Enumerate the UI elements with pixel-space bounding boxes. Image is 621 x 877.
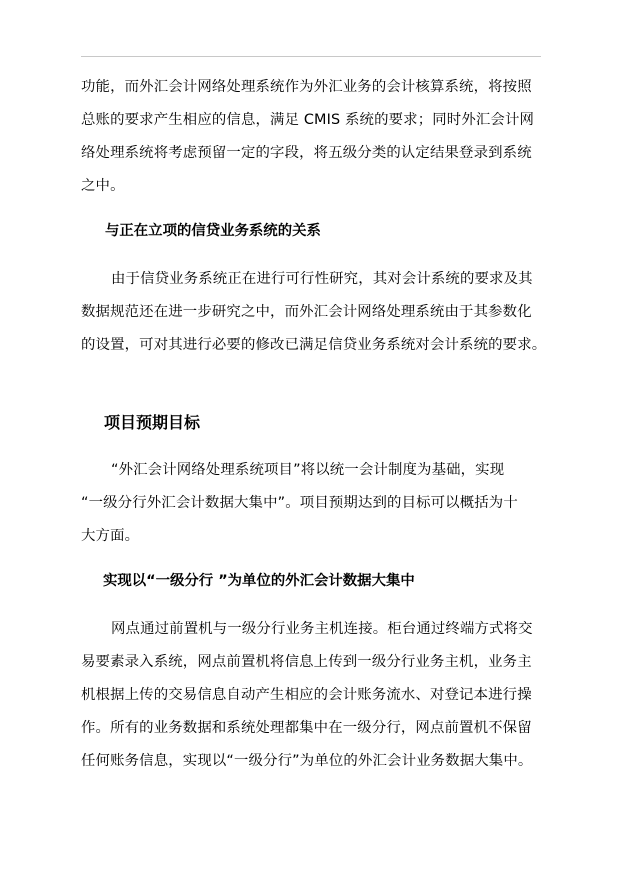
- paragraph4-line3: 机根据上传的交易信息自动产生相应的会计账务流水、对登记本进行操: [81, 687, 532, 703]
- paragraph4-line4: 作。所有的业务数据和系统处理都集中在一级分行，网点前置机不保留: [81, 720, 532, 736]
- paragraph2-line3: 的设置，可对其进行必要的修改已满足信贷业务系统对会计系统的要求。: [81, 337, 547, 353]
- paragraph2-line2: 数据规范还在进一步研究之中，而外汇会计网络处理系统由于其参数化: [81, 304, 532, 320]
- paragraph2-line1: 由于信贷业务系统正在进行可行性研究，其对会计系统的要求及其: [111, 271, 533, 287]
- paragraph3-line3: 大方面。: [81, 528, 140, 544]
- paragraph3-line2: “一级分行外汇会计数据大集中”。项目预期达到的目标可以概括为十: [81, 495, 518, 511]
- paragraph4-line1: 网点通过前置机与一级分行业务主机连接。柜台通过终端方式将交: [111, 621, 533, 637]
- heading-credit-system: 与正在立项的信贷业务系统的关系: [105, 223, 321, 239]
- heading-data-centralization: 实现以“一级分行 ”为单位的外汇会计数据大集中: [103, 573, 415, 589]
- paragraph1-line3: 络处理系统将考虑预留一定的字段，将五级分类的认定结果登录到系统: [81, 145, 532, 161]
- heading-project-goals: 项目预期目标: [104, 413, 201, 432]
- paragraph3-line1: “外汇会计网络处理系统项目”将以统一会计制度为基础，实现: [111, 462, 505, 478]
- paragraph4-line5: 任何账务信息，实现以“一级分行”为单位的外汇会计业务数据大集中。: [81, 753, 533, 769]
- header-rule: [81, 56, 541, 57]
- paragraph1-line2: 总账的要求产生相应的信息，满足 CMIS 系统的要求；同时外汇会计网: [81, 112, 535, 128]
- paragraph1-line1: 功能，而外汇会计网络处理系统作为外汇业务的会计核算系统，将按照: [81, 79, 532, 95]
- paragraph4-line2: 易要素录入系统，网点前置机将信息上传到一级分行业务主机，业务主: [81, 654, 532, 670]
- paragraph1-line4: 之中。: [81, 178, 125, 194]
